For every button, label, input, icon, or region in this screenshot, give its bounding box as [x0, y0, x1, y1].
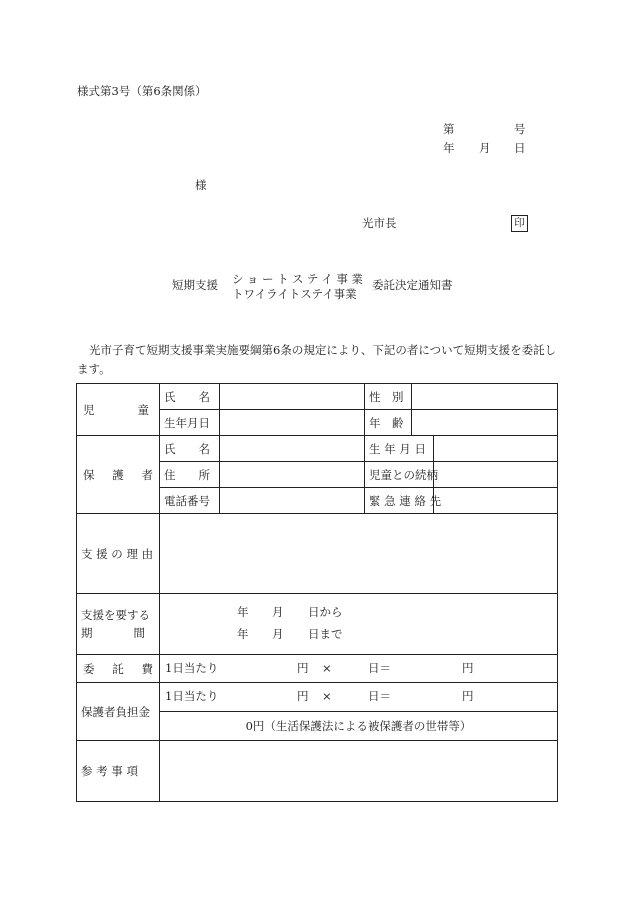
title-line-shortstay: ショートステイ事業 [232, 272, 367, 286]
reason-row [77, 514, 558, 594]
guardian-emergency-field[interactable] [434, 488, 558, 514]
date-day: 日 [514, 141, 526, 155]
reason-label: 支 援 の 理 由 [77, 514, 160, 594]
period-label-line1: 支援を要する [81, 608, 150, 622]
child-row-1 [77, 384, 558, 410]
child-section-label: 児 童 [77, 384, 160, 436]
fee-yen-total: 円 [462, 661, 474, 675]
guardian-row-1 [77, 436, 558, 462]
recipient-honorific: 様 [195, 178, 207, 192]
period-to-month: 月 [272, 627, 284, 641]
title-prefix: 短期支援 [172, 278, 218, 292]
notes-label: 参 考 事 項 [77, 741, 160, 802]
title-suffix: 委託決定通知書 [372, 278, 453, 292]
burden-row-1 [77, 683, 558, 712]
fee-label: 委 託 費 [77, 655, 160, 683]
fee-yen: 円 [297, 661, 309, 675]
guardian-dob-label: 生 年 月 日 [365, 436, 434, 462]
burden-days-eq: 日＝ [368, 689, 391, 703]
period-from-year: 年 [237, 605, 249, 619]
child-age-label: 年 齢 [365, 410, 412, 436]
burden-per-day: 1日当たり [165, 689, 219, 703]
period-to-day: 日まで [308, 627, 343, 641]
burden-yen-total: 円 [462, 689, 474, 703]
burden-zero-note: 0円（生活保護法による被保護者の世帯等） [160, 712, 558, 741]
period-field[interactable] [160, 594, 558, 655]
title-program-names [232, 272, 367, 302]
burden-calc-field[interactable] [160, 683, 558, 712]
guardian-emergency-label: 緊 急 連 絡 先 [365, 488, 434, 514]
child-name-label: 氏 名 [160, 384, 220, 410]
date-year: 年 [443, 141, 455, 155]
number-prefix: 第 [443, 122, 455, 136]
fee-field[interactable] [160, 655, 558, 683]
fee-per-day: 1日当たり [165, 661, 219, 675]
guardian-dob-field[interactable] [434, 436, 558, 462]
issuer-name: 光市長 [362, 216, 397, 230]
guardian-relation-field[interactable] [434, 462, 558, 488]
child-age-field[interactable] [412, 410, 558, 436]
notes-field[interactable] [160, 741, 558, 802]
guardian-relation-label: 児童との続柄 [365, 462, 434, 488]
period-from-day: 日から [308, 605, 343, 619]
burden-label: 保護者負担金 [77, 683, 160, 741]
fee-row [77, 655, 558, 683]
notes-row [77, 741, 558, 802]
application-table [76, 383, 558, 802]
child-dob-label: 生年月日 [160, 410, 220, 436]
fee-days-eq: 日＝ [368, 661, 391, 675]
guardian-phone-field[interactable] [220, 488, 365, 514]
reason-field[interactable] [160, 514, 558, 594]
body-paragraph: 光市子育て短期支援事業実施要綱第6条の規定により、下記の者について短期支援を委託します。 [77, 343, 557, 376]
child-gender-field[interactable] [412, 384, 558, 410]
child-gender-label: 性 別 [365, 384, 412, 410]
period-to-year: 年 [237, 627, 249, 641]
period-label-line2: 期 間 [81, 626, 145, 640]
child-name-field[interactable] [220, 384, 365, 410]
burden-yen: 円 [297, 689, 309, 703]
seal-mark: 印 [511, 215, 528, 232]
guardian-name-field[interactable] [220, 436, 365, 462]
period-row [77, 594, 558, 655]
title-line-twilight: トワイライトステイ事業 [232, 287, 357, 301]
period-from-month: 月 [272, 605, 284, 619]
fee-times: × [322, 661, 332, 675]
burden-times: × [322, 689, 332, 703]
period-label [77, 594, 160, 655]
number-suffix: 号 [514, 122, 526, 136]
guardian-address-label: 住 所 [160, 462, 220, 488]
guardian-phone-label: 電話番号 [160, 488, 220, 514]
date-month: 月 [479, 141, 491, 155]
form-number: 様式第3号（第6条関係） [77, 84, 207, 98]
guardian-section-label: 保 護 者 [77, 436, 160, 514]
child-dob-field[interactable] [220, 410, 365, 436]
guardian-address-field[interactable] [220, 462, 365, 488]
guardian-name-label: 氏 名 [160, 436, 220, 462]
